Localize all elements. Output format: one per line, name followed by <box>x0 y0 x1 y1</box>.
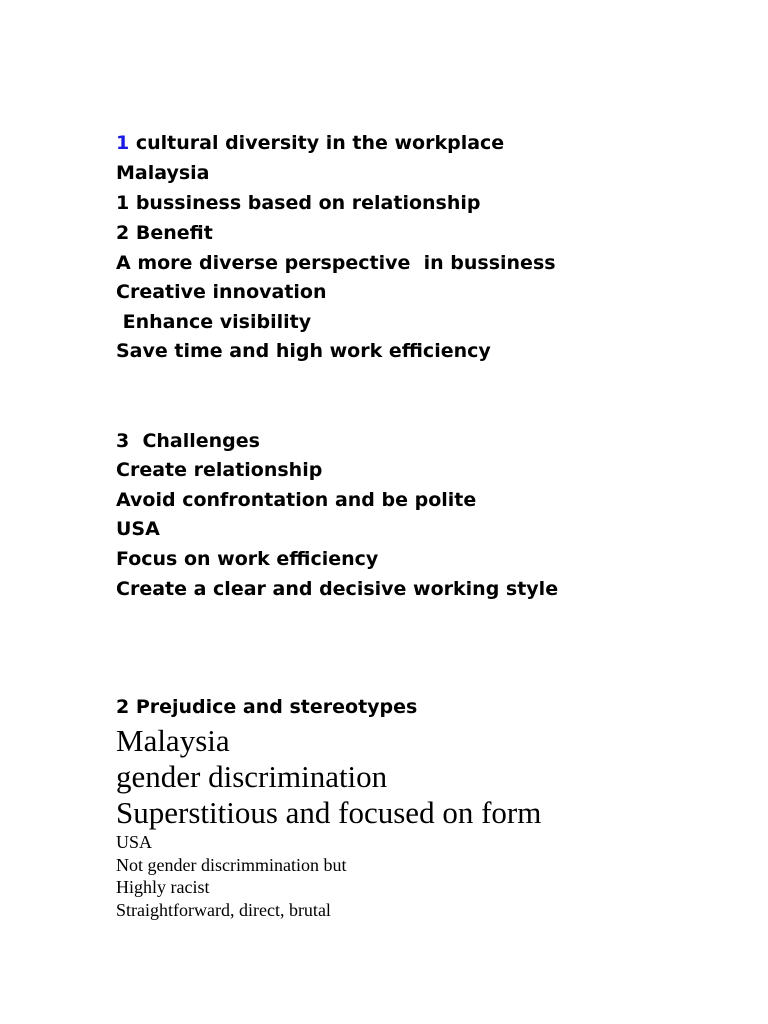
benefit-item-visibility: Enhance visibility <box>116 311 312 333</box>
section-1-heading <box>116 131 504 155</box>
section-2-usa-direct-line: Straightforward, direct, brutal <box>116 900 331 920</box>
section-2-superstitious-line: Superstitious and focused on form <box>116 795 542 830</box>
business-relationship-line: 1 bussiness based on relationship <box>116 192 481 214</box>
section-2-usa-racist-line: Highly racist <box>116 877 210 897</box>
section-2-usa-gender-line: Not gender discrimmination but <box>116 855 347 875</box>
section-2-heading: 2 Prejudice and stereotypes <box>116 696 418 718</box>
challenges-heading: 3 Challenges <box>116 430 260 452</box>
section-2-gender-line: gender discrimination <box>116 759 388 794</box>
country-malaysia-label: Malaysia <box>116 162 210 184</box>
benefit-item-perspective: A more diverse perspective in bussiness <box>116 252 556 274</box>
usa-item-working-style: Create a clear and decisive working style <box>116 578 559 600</box>
section-2-malaysia-label: Malaysia <box>116 723 230 758</box>
country-usa-label: USA <box>116 518 160 540</box>
section-1-title: cultural diversity in the workplace <box>129 132 505 154</box>
section-2-usa-label: USA <box>116 832 153 852</box>
benefit-heading: 2 Benefit <box>116 222 213 244</box>
challenge-item-relationship: Create relationship <box>116 459 323 481</box>
usa-item-efficiency: Focus on work efficiency <box>116 548 379 570</box>
benefit-item-innovation: Creative innovation <box>116 281 327 303</box>
challenge-item-confrontation: Avoid confrontation and be polite <box>116 489 477 511</box>
section-1-number: 1 <box>116 132 130 154</box>
benefit-item-efficiency: Save time and high work efficiency <box>116 340 491 362</box>
